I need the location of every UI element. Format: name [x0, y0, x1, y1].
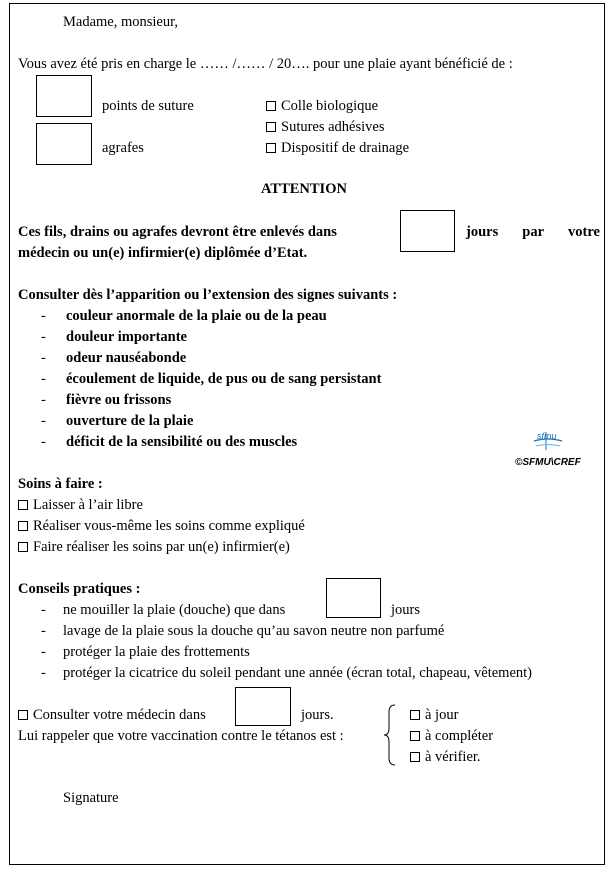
advice-item: protéger la cicatrice du soleil pendant une année (écran total, chapeau, vêtement)	[63, 665, 532, 681]
advice-title: Conseils pratiques :	[18, 581, 141, 597]
checkbox-glue[interactable]	[266, 101, 276, 111]
care-option-self[interactable]: Réaliser vous-même les soins comme expliqué	[18, 518, 305, 535]
sign-item: fièvre ou frissons	[66, 392, 172, 408]
sign-item: écoulement de liquide, de pus ou de sang persistant	[66, 371, 382, 387]
consult-doctor[interactable]: Consulter votre médecin dans	[18, 707, 206, 724]
attention-heading: ATTENTION	[261, 181, 347, 197]
sign-item: ouverture de la plaie	[66, 413, 194, 429]
advice-item: protéger la plaie des frottements	[63, 644, 250, 660]
care-option-nurse[interactable]: Faire réaliser les soins par un(e) infirmier(e)	[18, 539, 290, 556]
care-title: Soins à faire :	[18, 476, 103, 492]
removal-text-1: Ces fils, drains ou agrafes devront être enlevés dans	[18, 224, 337, 240]
consult-days-label: jours.	[301, 707, 334, 723]
greeting: Madame, monsieur,	[63, 14, 178, 30]
advice-item: ne mouiller la plaie (douche) que dans	[63, 602, 286, 618]
checkbox-adhesive-sutures[interactable]	[266, 122, 276, 132]
checkbox-self-care[interactable]	[18, 521, 28, 531]
tetanus-to-complete[interactable]: à compléter	[410, 728, 493, 745]
checkbox-nurse-care[interactable]	[18, 542, 28, 552]
tetanus-up-to-date[interactable]: à jour	[410, 707, 458, 724]
advice-item-days: jours	[391, 602, 420, 618]
option-adhesive-sutures[interactable]: Sutures adhésives	[266, 119, 385, 136]
shower-days-box[interactable]	[326, 578, 381, 618]
consult-days-box[interactable]	[235, 687, 291, 726]
checkbox-to-complete[interactable]	[410, 731, 420, 741]
staples-count-box[interactable]	[36, 123, 92, 165]
removal-text-2: jours par votre	[466, 224, 600, 240]
checkbox-to-verify[interactable]	[410, 752, 420, 762]
checkbox-up-to-date[interactable]	[410, 710, 420, 720]
signature-label: Signature	[63, 790, 119, 806]
tetanus-text: Lui rappeler que votre vaccination contre le tétanos est :	[18, 728, 344, 744]
sfmu-logo	[528, 428, 568, 452]
logo-credit: ©SFMU\CREF	[515, 457, 581, 468]
care-option-open-air[interactable]: Laisser à l’air libre	[18, 497, 143, 514]
sutures-count-box[interactable]	[36, 75, 92, 117]
sutures-label: points de suture	[102, 98, 194, 114]
checkbox-drainage[interactable]	[266, 143, 276, 153]
sign-item: douleur importante	[66, 329, 187, 345]
sign-item: couleur anormale de la plaie ou de la peau	[66, 308, 327, 324]
signs-title: Consulter dès l’apparition ou l’extension des signes suivants :	[18, 287, 398, 303]
sign-item: odeur nauséabonde	[66, 350, 187, 366]
option-drainage[interactable]: Dispositif de drainage	[266, 140, 409, 157]
option-glue[interactable]: Colle biologique	[266, 98, 378, 115]
removal-days-box[interactable]	[400, 210, 455, 252]
intro-text: Vous avez été pris en charge le …… /…… / 20…. pour une plaie ayant bénéficié de :	[18, 56, 513, 72]
staples-label: agrafes	[102, 140, 144, 156]
advice-item: lavage de la plaie sous la douche qu’au savon neutre non parfumé	[63, 623, 445, 639]
checkbox-consult-doctor[interactable]	[18, 710, 28, 720]
svg-text:sfmu: sfmu	[537, 431, 557, 441]
tetanus-to-verify[interactable]: à vérifier.	[410, 749, 481, 766]
brace-icon	[383, 704, 397, 766]
checkbox-open-air[interactable]	[18, 500, 28, 510]
removal-text-3: médecin ou un(e) infirmier(e) diplômée d’Etat.	[18, 245, 308, 261]
sign-item: déficit de la sensibilité ou des muscles	[66, 434, 298, 450]
